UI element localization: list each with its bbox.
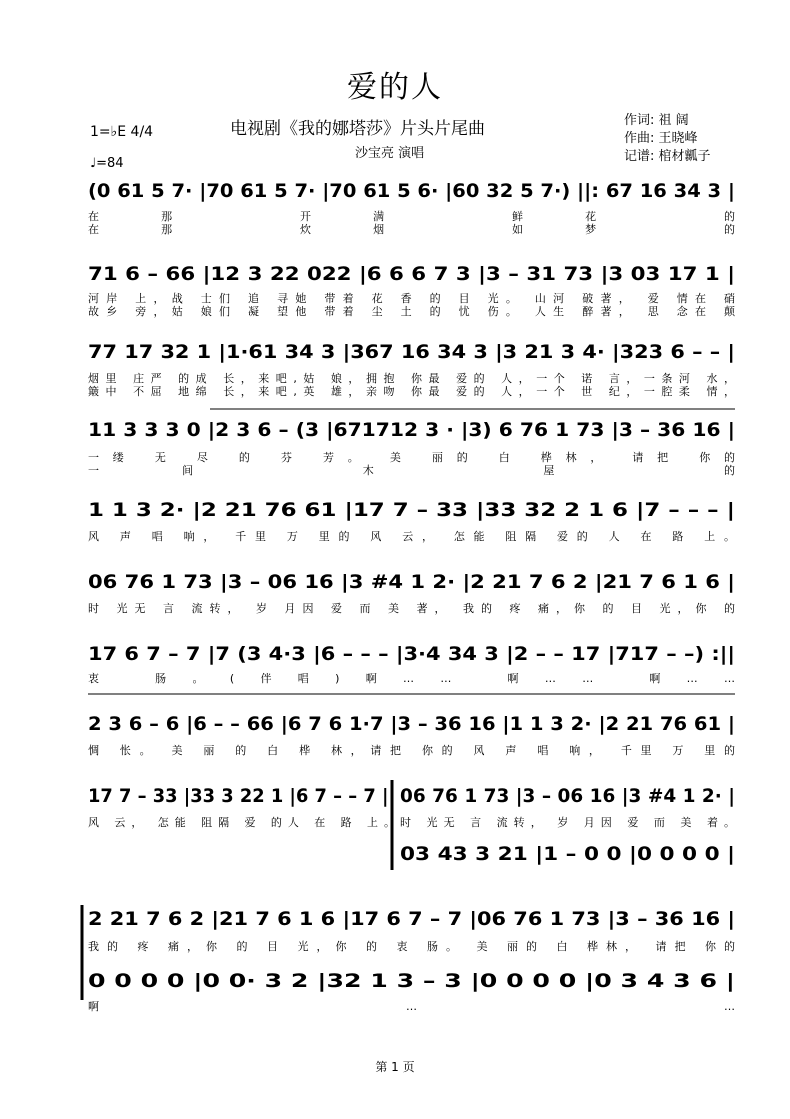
lyric-line: 衷 肠。(伴唱)啊…… 啊…… 啊…… <box>88 672 735 685</box>
lyric-line: 在那 炊烟 如梦 的 <box>88 223 735 236</box>
singer: 沙宝亮 演唱 <box>355 146 425 161</box>
song-title: 爱的人 <box>347 70 443 105</box>
notation-line: 17 6 7 – 7 |7 (3 4·3 |6 – – – |3·4 34 3 |2 – – 17 |717 – –) :|| <box>88 643 735 665</box>
song-subtitle: 电视剧《我的娜塔莎》片头片尾曲 <box>230 119 485 139</box>
lyric-line: 风 云， 怎能 阻隔 爱 的人 在 路 上。 <box>88 816 395 829</box>
notation-line: 1 1 3 2· |2 21 76 61 |17 7 – 33 |33 32 2 1 6 |7 – – – | <box>88 499 735 521</box>
lyric-line: 河岸 上，战 士们 追 寻她 带着 花 香 的 目 光。 山河 破著， 爱 情在 硝 <box>88 292 736 305</box>
notation-line: 11 3 3 3 0 |2 3 6 – (3 |671712 3 · |3) 6 76 1 73 |3 – 36 16 | <box>88 419 735 441</box>
lyricist: 作词: 祖 阔 <box>624 113 689 128</box>
lyric-line: 簸中 不屈 地绵 长，来吧,英 雄，亲吻 你最 爱的 人，一个 世 纪，一腔柔 情， <box>88 385 735 398</box>
notation-line: 17 7 – 33 |33 3 22 1 |6 7 – – 7 || <box>88 785 395 807</box>
notation-line: 77 17 32 1 |1·61 34 3 |367 16 34 3 |3 21 3 4· |323 6 – – | <box>88 341 735 363</box>
notation-line: 71 6 – 66 |12 3 22 022 |6 6 6 7 3 |3 – 31 73 |3 03 17 1 | <box>88 263 735 285</box>
lyric-line: 惆 怅。 美 丽 的 白 桦 林，请把 你的 风 声 唱 响， 千里 万 里的 <box>88 744 735 757</box>
notation-line: 06 76 1 73 |3 – 06 16 |3 #4 1 2· |2 21 7 6 2 |21 7 6 1 6 | <box>88 571 735 593</box>
lyric-line: 一间 木 屋 的 <box>88 464 735 477</box>
lyric-line: 啊…… <box>88 1000 735 1013</box>
notation-line: 0 0 0 0 |0 0· 3 2 |32 1 3 – 3 |0 0 0 0 |0 3 4 3 6 | <box>88 970 735 992</box>
notation-line: 06 76 1 73 |3 – 06 16 |3 #4 1 2· | <box>400 785 735 807</box>
lyric-line: 我的 疼 痛，你 的 目 光，你 的 衷 肠。 美 丽的 白 桦林， 请把 你的 <box>88 940 735 953</box>
lyric-line: 烟里 庄严 的成 长，来吧,姑 娘，拥抱 你最 爱的 人，一个 诺 言，一条河 水， <box>88 372 735 385</box>
lyric-line: 一缕 无 尽 的 芬 芳。 美 丽的 白 桦林， 请把 你的 <box>88 451 735 464</box>
page-number: 第 1 页 <box>375 1060 415 1074</box>
lyric-line: 故乡 旁，姑 娘们 凝 望他 带着 尘 土 的 忧 伤。 人生 醉著， 思 念在 颠 <box>88 305 736 318</box>
composer: 作曲: 王晓峰 <box>624 131 698 146</box>
notation-line: 03 43 3 21 |1 – 0 0 |0 0 0 0 | <box>400 843 735 865</box>
notation-line: (0 61 5 7· |70 61 5 7· |70 61 5 6· |60 32 5 7·) ||: 67 16 34 3 | <box>88 180 735 202</box>
tempo-mark: ♩=84 <box>90 156 124 171</box>
lyric-line: 时 光无 言 流转， 岁 月因 爱 而 美 着。 <box>400 816 735 829</box>
transcriber: 记谱: 棺材瓤子 <box>624 149 711 164</box>
lyric-line: 在那 开满 鲜花 的 <box>88 210 735 223</box>
notation-line: 2 21 7 6 2 |21 7 6 1 6 |17 6 7 – 7 |06 76 1 73 |3 – 36 16 | <box>88 908 735 930</box>
notation-line: 2 3 6 – 6 |6 – – 66 |6 7 6 1·7 |3 – 36 16 |1 1 3 2· |2 21 76 61 | <box>88 713 735 735</box>
lyric-line: 风 声 唱 响， 千里 万 里的 风 云， 怎能 阻隔 爱的 人 在 路 上。 <box>88 530 735 543</box>
key-signature: 1=♭E 4/4 <box>90 124 154 140</box>
lyric-line: 时 光无 言 流转， 岁 月因 爱 而 美 著， 我的 疼 痛，你 的 目 光，你 的 <box>88 602 735 615</box>
